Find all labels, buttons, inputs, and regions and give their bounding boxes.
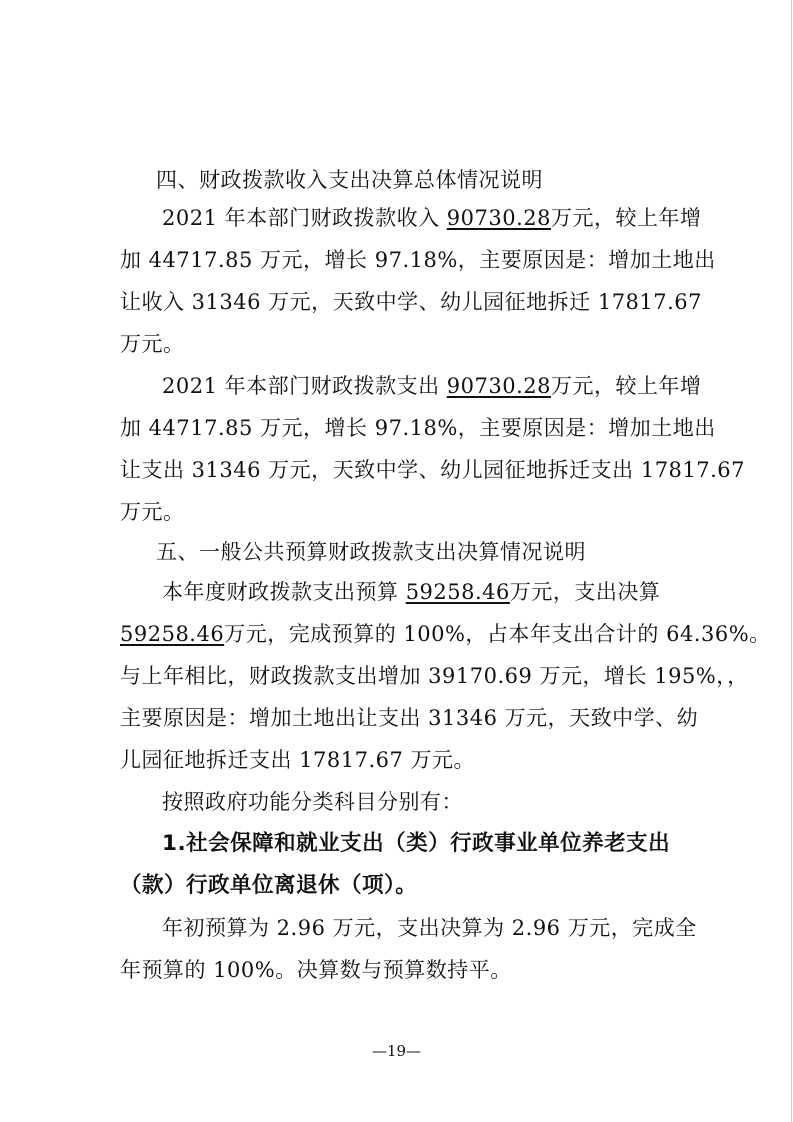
section-4-paragraph-2-line-3: 让支出 31346 万元，天致中学、幼儿园征地拆迁支出 17817.67 bbox=[120, 458, 746, 482]
underlined-amount: 59258.46 bbox=[405, 580, 510, 604]
text-run: 2021 年本部门财政拨款收入 bbox=[162, 206, 447, 230]
text-run: 2021 年本部门财政拨款支出 bbox=[162, 374, 447, 398]
section-5-paragraph-1-line-2 bbox=[120, 614, 771, 654]
page-edge-line bbox=[791, 0, 792, 1122]
section-4-paragraph-2-line-2: 加 44717.85 万元，增长 97.18%，主要原因是：增加土地出 bbox=[120, 416, 716, 440]
section-4-paragraph-1-line-4: 万元。 bbox=[120, 332, 185, 356]
section-4-paragraph-1-line-2: 加 44717.85 万元，增长 97.18%，主要原因是：增加土地出 bbox=[120, 248, 716, 272]
section-4-paragraph-1-line-1 bbox=[162, 198, 722, 238]
section-5-paragraph-1-line-3: 与上年相比，财政拨款支出增加 39170.69 万元，增长 195%，， bbox=[120, 664, 749, 688]
item-1-paragraph-line-1: 年初预算为 2.96 万元，支出决算为 2.96 万元，完成全 bbox=[162, 916, 697, 940]
section-4-paragraph-2-line-1 bbox=[162, 366, 722, 406]
item-1-title-line-1: 1.社会保障和就业支出（类）行政事业单位养老支出 bbox=[162, 831, 671, 856]
section-5-heading: 五、一般公共预算财政拨款支出决算情况说明 bbox=[156, 540, 586, 564]
page-number: —19— bbox=[371, 1042, 422, 1060]
section-4-heading: 四、财政拨款收入支出决算总体情况说明 bbox=[156, 168, 543, 192]
text-run: 万元，支出决算 bbox=[509, 580, 661, 604]
item-1-paragraph-line-2: 年预算的 100%。决算数与预算数持平。 bbox=[120, 958, 512, 982]
section-5-paragraph-1-line-4: 主要原因是：增加土地出让支出 31346 万元，天致中学、幼 bbox=[120, 706, 699, 730]
section-5-paragraph-1-line-1 bbox=[162, 572, 722, 612]
text-run: 万元，较上年增 bbox=[551, 374, 702, 398]
section-4-paragraph-1-line-3: 让收入 31346 万元，天致中学、幼儿园征地拆迁 17817.67 bbox=[120, 290, 703, 314]
section-5-paragraph-1-line-5: 儿园征地拆迁支出 17817.67 万元。 bbox=[120, 748, 476, 772]
text-run: 万元，完成预算的 100%，占本年支出合计的 64.36%。 bbox=[224, 622, 771, 646]
section-5-paragraph-2: 按照政府功能分类科目分别有： bbox=[162, 790, 463, 814]
text-run: 本年度财政拨款支出预算 bbox=[162, 580, 406, 604]
item-1-title-line-2: （款）行政单位离退休（项）。 bbox=[120, 873, 418, 898]
underlined-amount: 59258.46 bbox=[120, 622, 225, 646]
section-4-paragraph-2-line-4: 万元。 bbox=[120, 500, 185, 524]
text-run: 万元，较上年增 bbox=[551, 206, 702, 230]
underlined-amount: 90730.28 bbox=[446, 374, 551, 398]
underlined-amount: 90730.28 bbox=[446, 206, 551, 230]
